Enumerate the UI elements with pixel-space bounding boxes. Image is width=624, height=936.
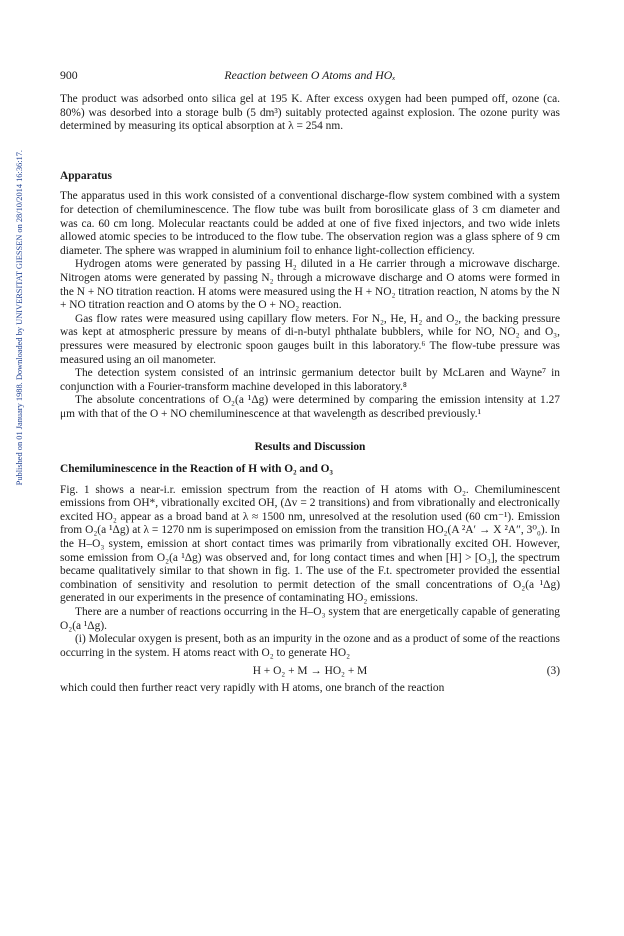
apparatus-paragraph-5: The absolute concentrations of O₂(a ¹Δg) were determined by comparing the emission intensity at 1.27 μm with that of the O + NO chemiluminescence at that wavelength as described previously.¹	[60, 394, 560, 420]
download-watermark	[2, 150, 24, 620]
results-paragraph-1: Fig. 1 shows a near-i.r. emission spectrum from the reaction of H atoms with O₂. Chemiluminescent emissions from OH*, vibrationally excited OH, (Δv = 2 transitions) and from vibrationally and electronically excited HO₂ appear as a broad band at λ ≈ 1500 nm, unresolved at the resolution used (60 cm⁻¹). Emission from O₂(a ¹Δg) at λ = 1270 nm is superimposed on emission from the transition HO₂(A ²A′ → X ²A″, 3⁰₀). In the H–O₃ system, emission at short contact times was primarily from vibrationally excited OH. However, some emission from O₂(a ¹Δg) was observed and, for long contact times and when [H] > [O₃], the spectrum became qualitatively similar to that shown in fig. 1. The use of the F.t. spectrometer provided the essential combination of sensitivity and resolution to permit detection of the small concentrations of O₂(a ¹Δg) generated in our experiments in the presence of contaminating HO₂ emissions.	[60, 483, 560, 605]
closing-paragraph: which could then further react very rapidly with H atoms, one branch of the reaction	[60, 682, 445, 695]
page-header	[60, 68, 560, 84]
apparatus-paragraph-1: The apparatus used in this work consisted of a conventional discharge-flow system combined with a system for detection of chemiluminescence. The flow tube was built from borosilicate glass of 3 cm diameter and was ca. 60 cm long. Molecular reactants could be added at one of five fixed injectors, and two wide inlets allowed atomic species to be introduced to the flow tube. The observation region was a glass sphere of 9 cm diameter. The sphere was wrapped in aluminium foil to enhance light-collection efficiency.	[60, 190, 560, 257]
results-paragraph-2: There are a number of reactions occurring in the H–O₃ system that are energetically capable of generating O₂(a ¹Δg).	[60, 606, 560, 632]
page-number: 900	[60, 68, 78, 82]
equation-text: H + O₂ + M → HO₂ + M	[252, 665, 368, 678]
apparatus-heading: Apparatus	[60, 169, 112, 182]
apparatus-paragraph-3: Gas flow rates were measured using capillary flow meters. For N₂, He, H₂ and O₂, the backing pressure was kept at atmospheric pressure by means of di-n-butyl phthalate bubblers, while for NO, NO₂ and O₃, pressures were measured by electronic spoon gauges built in this laboratory.⁶ The flow-tube pressure was measured using an oil manometer.	[60, 312, 560, 366]
results-paragraph-3: (i) Molecular oxygen is present, both as an impurity in the ozone and as a product of some of the reactions occurring in the system. H atoms react with O₂ to generate HO₂	[60, 633, 560, 659]
download-watermark-text: Published on 01 January 1988. Downloaded by UNIVERSITAT GIESSEN on 28/10/2014 16:36:17.	[15, 150, 24, 486]
apparatus-paragraph-4: The detection system consisted of an intrinsic germanium detector built by McLaren and Wayne⁷ in conjunction with a Fourier-transform machine developed in this laboratory.⁸	[60, 367, 560, 393]
equation-3	[60, 663, 560, 679]
intro-paragraph: The product was adsorbed onto silica gel at 195 K. After excess oxygen had been pumped off, ozone (ca. 80%) was desorbed into a storage bulb (5 dm³) suitably protected against explosion. The ozone purity was determined by measuring its optical absorption at λ = 254 nm.	[60, 93, 560, 133]
results-heading: Results and Discussion	[254, 441, 366, 454]
equation-number: (3)	[546, 665, 560, 678]
running-title: Reaction between O Atoms and HOₓ	[224, 68, 396, 82]
apparatus-paragraph-2: Hydrogen atoms were generated by passing H₂ diluted in a He carrier through a microwave discharge. Nitrogen atoms were generated by passing N₂ through a microwave discharge and O atoms were formed in the N + NO titration reaction. H atoms were measured using the H + NO₂ titration reaction, N atoms by the N + NO titration reaction and O atoms by the O + NO₂ reaction.	[60, 258, 560, 312]
results-subheading: Chemiluminescence in the Reaction of H with O₂ and O₃	[60, 463, 333, 476]
article-body	[60, 93, 560, 696]
